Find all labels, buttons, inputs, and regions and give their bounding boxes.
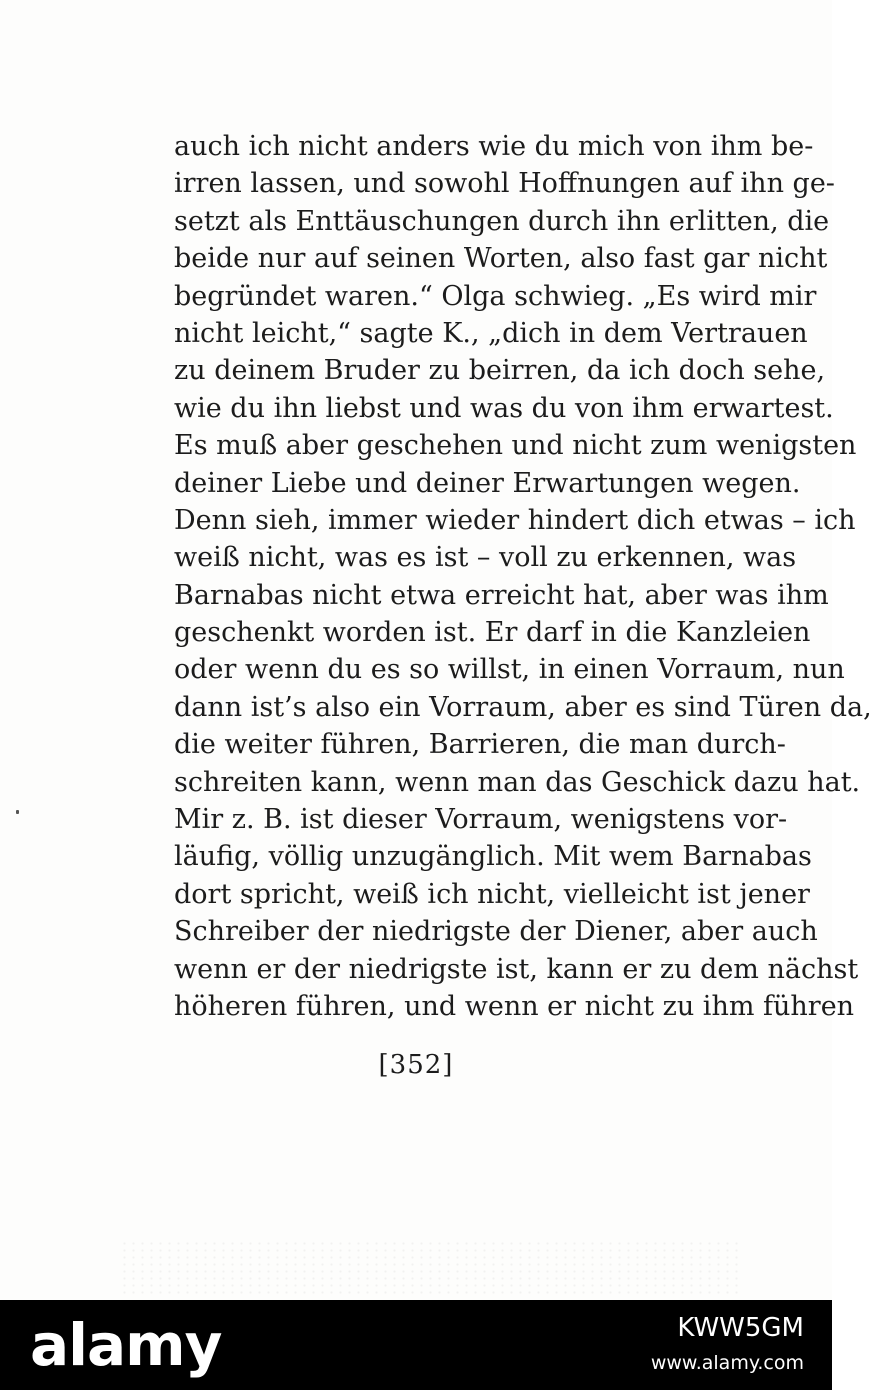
page-number: [352]	[378, 1050, 454, 1080]
text-line: dann ist’s also ein Vorraum, aber es sind Türen da,	[174, 691, 872, 723]
text-line: Es muß aber geschehen und nicht zum wenigsten	[174, 430, 857, 462]
text-line: dort spricht, weiß ich nicht, vielleicht ist jener	[174, 878, 810, 910]
text-line: läufig, völlig unzugänglich. Mit wem Barnabas	[174, 841, 812, 873]
text-line: Denn sieh, immer wieder hindert dich etwas – ich	[174, 504, 856, 536]
banner-url: www.alamy.com	[650, 1352, 804, 1374]
stock-watermark-banner	[0, 1300, 832, 1390]
alamy-logo: alamy	[30, 1311, 222, 1379]
text-line: schreiten kann, wenn man das Geschick dazu hat.	[174, 766, 861, 798]
text-line: oder wenn du es so willst, in einen Vorraum, nun	[174, 654, 845, 686]
text-line: die weiter führen, Barrieren, die man durch-	[174, 729, 786, 761]
paper-speckle	[120, 1240, 740, 1295]
text-line: zu deinem Bruder zu beirren, da ich doch sehe,	[174, 355, 826, 387]
text-line: Schreiber der niedrigste der Diener, aber auch	[174, 916, 818, 948]
text-line: wenn er der niedrigste ist, kann er zu dem nächst	[174, 953, 859, 985]
text-line: beide nur auf seinen Worten, also fast gar nicht	[174, 243, 828, 275]
text-line: geschenkt worden ist. Er darf in die Kanzleien	[174, 617, 811, 649]
image-id: KWW5GM	[677, 1313, 804, 1343]
text-line: Mir z. B. ist dieser Vorraum, wenigstens vor-	[174, 804, 788, 836]
text-line: setzt als Enttäuschungen durch ihn erlitten, die	[174, 205, 830, 237]
text-line: irren lassen, und sowohl Hoffnungen auf ihn ge-	[174, 168, 835, 200]
text-line: nicht leicht,“ sagte K., „dich in dem Vertrauen	[174, 317, 808, 349]
text-line: wie du ihn liebst und was du von ihm erwartest.	[174, 392, 834, 424]
text-line: weiß nicht, was es ist – voll zu erkennen, was	[174, 542, 797, 574]
text-line: deiner Liebe und deiner Erwartungen wegen.	[174, 467, 801, 499]
text-line: höheren führen, und wenn er nicht zu ihm führen	[174, 990, 855, 1022]
body-text	[174, 128, 872, 1025]
text-line: Barnabas nicht etwa erreicht hat, aber was ihm	[174, 579, 829, 611]
text-line: auch ich nicht anders wie du mich von ihm be-	[174, 131, 814, 162]
stray-ink-mark	[16, 810, 19, 814]
text-line: begründet waren.“ Olga schwieg. „Es wird mir	[174, 280, 817, 312]
